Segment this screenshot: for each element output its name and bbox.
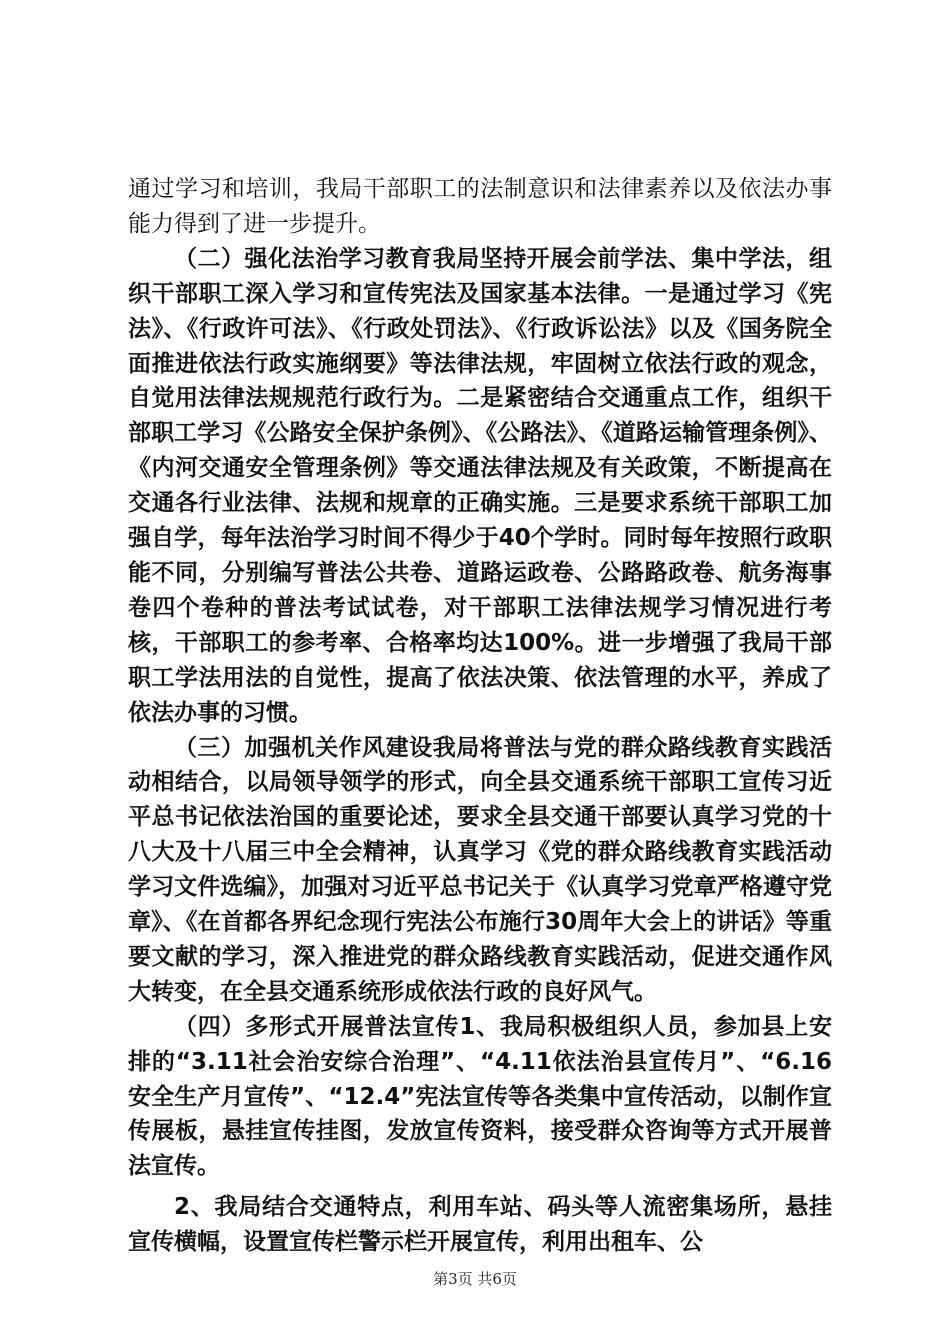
paragraph-section-4: （四）多形式开展普法宣传1、我局积极组织人员，参加县上安排的“3.11社会治安综合治理”、“4.11依法治县宣传月”、“6.16安全生产月宣传”、“12.4”宪法宣传等各类集中宣传活动，以制作宣传展板，悬挂宣传挂图，发放宣传资料，接受群众咨询等方式开展普法宣传。: [128, 1013, 832, 1180]
document-body: [128, 172, 832, 1260]
paragraph-item-2: 2、我局结合交通特点，利用车站、码头等人流密集场所，悬挂宣传横幅，设置宣传栏警示栏开展宣传，利用出租车、公: [128, 1194, 832, 1256]
paragraph-section-2: （二）强化法治学习教育我局坚持开展会前学法、集中学法，组织干部职工深入学习和宣传宪法及国家基本法律。一是通过学习《宪法》、《行政许可法》、《行政处罚法》、《行政诉讼法》以及《国务院全面推进依法行政实施纲要》等法律法规，牢固树立依法行政的观念，自觉用法律法规规范行政行为。二是紧密结合交通重点工作，组织干部职工学习《公路安全保护条例》、《公路法》、《道路运输管理条例》、《内河交通安全管理条例》等交通法律法规及有关政策，不断提高在交通各行业法律、法规和规章的正确实施。三是要求系统干部职工加强自学，每年法治学习时间不得少于40个学时。同时每年按照行政职能不同，分别编写普法公共卷、道路运政卷、公路路政卷、航务海事卷四个卷种的普法考试试卷，对干部职工法律法规学习情况进行考核，干部职工的参考率、合格率均达100%。进一步增强了我局干部职工学法用法的自觉性，提高了依法决策、依法管理的水平，养成了依法办事的习惯。: [128, 245, 832, 726]
page-footer: 第3页 共6页: [433, 1270, 517, 1288]
paragraph-intro: 通过学习和培训，我局干部职工的法制意识和法律素养以及依法办事能力得到了进一步提升。: [128, 176, 832, 237]
paragraph-section-3: （三）加强机关作风建设我局将普法与党的群众路线教育实践活动相结合，以局领导领学的形式，向全县交通系统干部职工宣传习近平总书记依法治国的重要论述，要求全县交通干部要认真学习党的十八大及十八届三中全会精神，认真学习《党的群众路线教育实践活动学习文件选编》，加强对习近平总书记关于《认真学习党章严格遵守党章》、《在首都各界纪念现行宪法公布施行30周年大会上的讲话》等重要文献的学习，深入推进党的群众路线教育实践活动，促进交通作风大转变，在全县交通系统形成依法行政的良好风气。: [128, 734, 832, 1005]
